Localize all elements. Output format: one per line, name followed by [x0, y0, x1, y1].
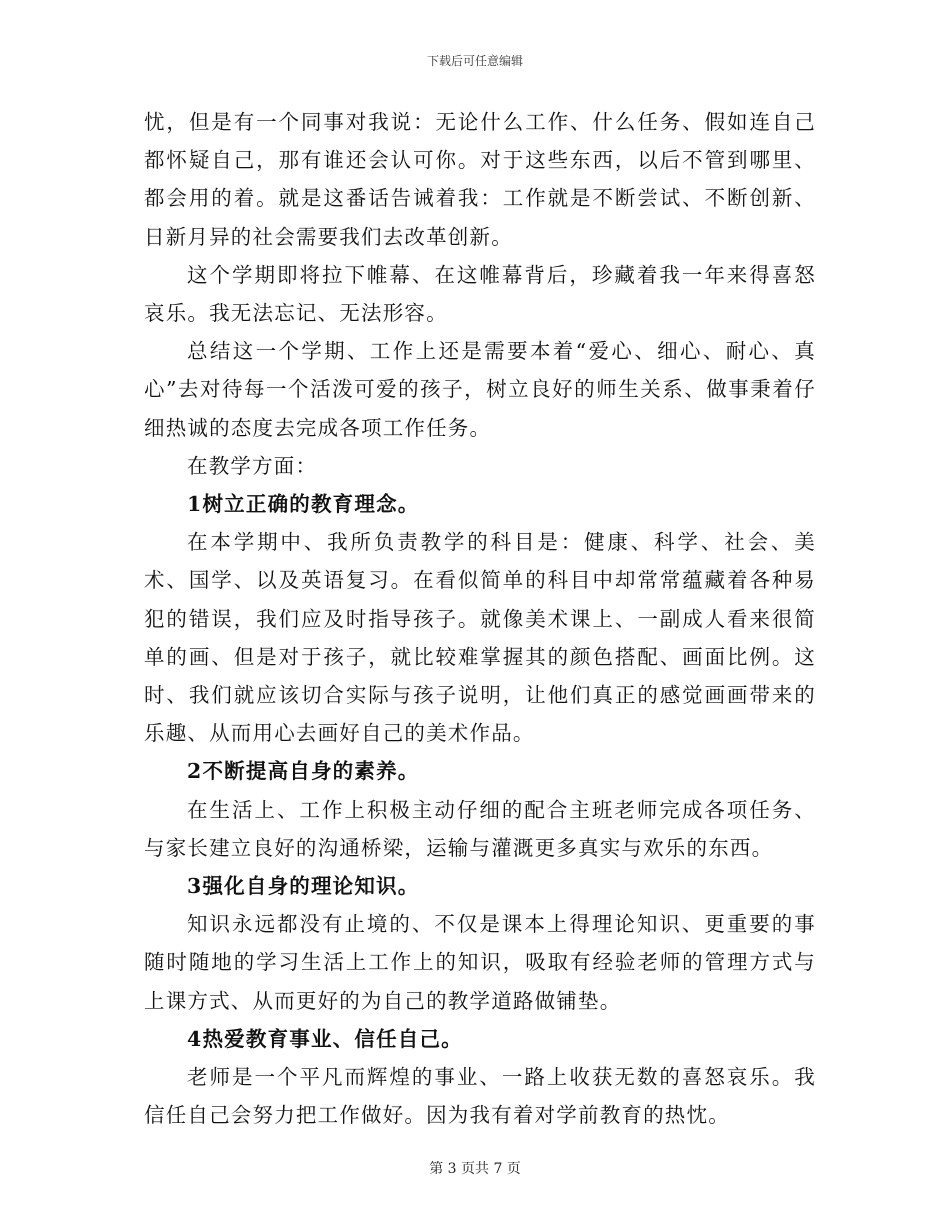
paragraph-section-3: 知识永远都没有止境的、不仅是课本上得理论知识、更重要的事随时随地的学习生活上工作上的知识，吸取有经验老师的管理方式与上课方式、从而更好的为自己的教学道路做铺垫。 — [144, 912, 816, 1013]
page-footer: 第 3 页共 7 页 — [429, 1161, 521, 1177]
page-header: 下载后可任意编辑 — [426, 54, 523, 68]
paragraph-section-1: 在本学期中、我所负责教学的科目是：健康、科学、社会、美术、国学、以及英语复习。在看似简单的科目中却常常蕴藏着各种易犯的错误，我们应及时指导孩子。就像美术课上、一副成人看来很简单的画、但是对于孩子，就比较难掌握其的颜色搭配、画面比例。这时、我们就应该切合实际与孩子说明，让他们真正的感觉画画带来的乐趣、从而用心去画好自己的美术作品。 — [144, 530, 816, 746]
section-heading-3: 3强化自身的理论知识。 — [187, 874, 420, 899]
section-heading-4: 4热爱教育事业、信任自己。 — [187, 1026, 463, 1051]
document-body — [144, 103, 816, 1134]
paragraph-section-4: 老师是一个平凡而辉煌的事业、一路上收获无数的喜怒哀乐。我信任自己会努力把工作做好。因为我有着对学前教育的热忱。 — [144, 1065, 816, 1128]
paragraph-teaching-intro: 在教学方面： — [187, 453, 318, 478]
paragraph-semester-end: 这个学期即将拉下帷幕、在这帷幕背后，珍藏着我一年来得喜怒哀乐。我无法忘记、无法形容。 — [144, 262, 816, 326]
paragraph-section-2: 在生活上、工作上积极主动仔细的配合主班老师完成各项任务、与家长建立良好的沟通桥梁，运输与灌溉更多真实与欢乐的东西。 — [144, 797, 816, 860]
section-heading-2: 2不断提高自身的素养。 — [187, 759, 420, 784]
paragraph-summary: 总结这一个学期、工作上还是需要本着“爱心、细心、耐心、真心”去对待每一个活泼可爱的孩子，树立良好的师生关系、做事秉着仔细热诚的态度去完成各项工作任务。 — [144, 339, 816, 440]
paragraph-continuation: 忧，但是有一个同事对我说：无论什么工作、什么任务、假如连自己都怀疑自己，那有谁还会认可你。对于这些东西，以后不管到哪里、都会用的着。就是这番话告诫着我：工作就是不断尝试、不断创新、日新月异的社会需要我们去改革创新。 — [144, 110, 816, 249]
section-heading-1: 1树立正确的教育理念。 — [187, 492, 420, 517]
